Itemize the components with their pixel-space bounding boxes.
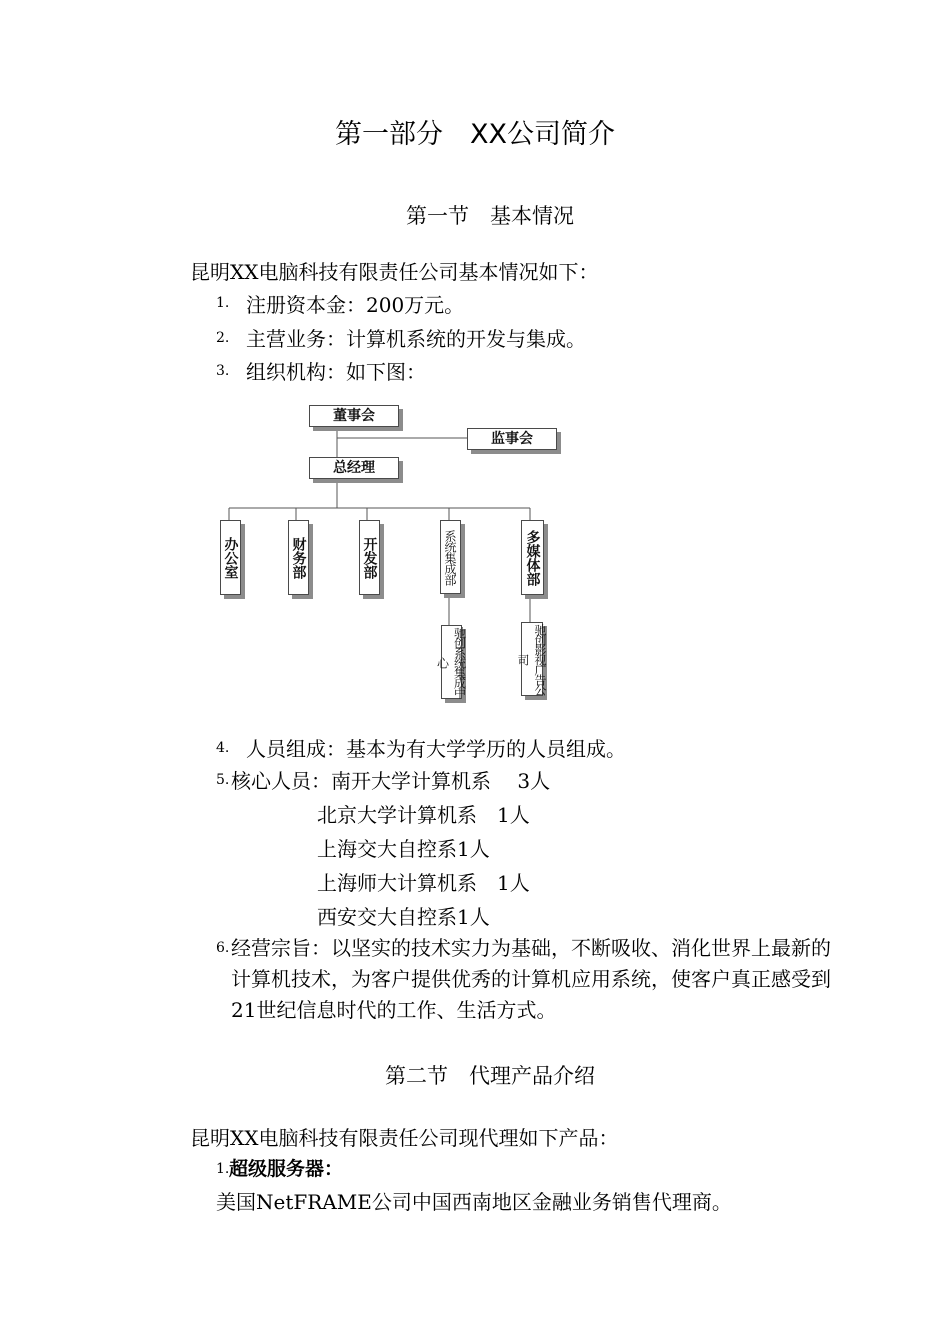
list-item-staff: 人员组成：基本为有大学学历的人员组成。 <box>246 737 626 761</box>
core-staff-line: 西安交大自控系1人 <box>317 905 490 929</box>
list-item-core-staff: 核心人员：南开大学计算机系 3人 <box>231 769 551 793</box>
list-item-organization: 组织机构：如下图： <box>246 360 426 384</box>
org-box-advertising-company: 驰创影视广告公司 <box>516 624 547 694</box>
list-number: 2. <box>216 330 230 346</box>
list-number: 6. <box>216 940 230 956</box>
org-box-system-integration: 系统集成部 <box>440 520 461 594</box>
org-box-multimedia: 多媒体部 <box>521 520 544 595</box>
org-box-development: 开发部 <box>359 520 380 595</box>
list-item-mission: 经营宗旨：以坚实的技术实力为基础，不断吸收、消化世界上最新的计算机技术，为客户提供优秀的计算机应用系统，使客户真正感受到21世纪信息时代的工作、生活方式。 <box>231 936 831 1022</box>
list-item-business: 主营业务：计算机系统的开发与集成。 <box>246 327 586 351</box>
super-server-description: 美国NetFRAME公司中国西南地区金融业务销售代理商。 <box>216 1190 732 1214</box>
core-staff-line: 上海师大计算机系 1人 <box>317 871 530 895</box>
section1-intro: 昆明XX电脑科技有限责任公司基本情况如下： <box>190 260 599 284</box>
page-title: 第一部分 XX公司简介 <box>335 119 615 150</box>
org-box-finance: 财务部 <box>288 520 309 595</box>
org-box-supervisors: 监事会 <box>467 428 557 450</box>
list-number: 5. <box>216 772 230 788</box>
org-box-integration-center: 驰创系统集成中心 <box>435 627 467 697</box>
section2-intro: 昆明XX电脑科技有限责任公司现代理如下产品： <box>190 1126 619 1150</box>
org-box-office: 办公室 <box>220 520 241 595</box>
core-staff-line: 北京大学计算机系 1人 <box>317 803 530 827</box>
section-heading-products: 第二节 代理产品介绍 <box>385 1064 595 1088</box>
core-staff-line: 上海交大自控系1人 <box>317 837 490 861</box>
section-heading-basic-info: 第一节 基本情况 <box>406 204 574 228</box>
org-box-board: 董事会 <box>309 405 399 427</box>
org-box-general-manager: 总经理 <box>309 457 399 479</box>
list-number: 1. <box>216 1161 230 1177</box>
list-number: 4. <box>216 740 230 756</box>
list-item-super-server: 超级服务器： <box>229 1158 344 1180</box>
list-number: 1. <box>216 295 230 311</box>
list-number: 3. <box>216 363 230 379</box>
list-item-capital: 注册资本金：200万元。 <box>246 293 465 317</box>
